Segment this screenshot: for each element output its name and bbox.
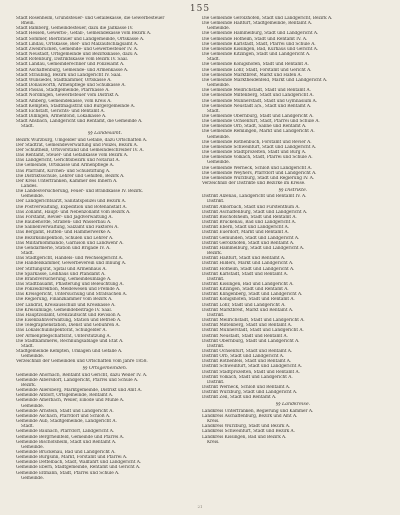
text-line: Gemeinde Aschach, Pfarrdorf und Schloß A. <box>16 413 111 419</box>
continuation-line: Rhein. <box>21 21 35 27</box>
text-line: Distrikt Rothenfels, Stadt und Rentamt A. <box>202 359 292 365</box>
text-line: Die Gemeinde Volkach, Stadt, Pfarrei und Schule A. <box>202 155 313 161</box>
text-line: Distrikt Ebern, Stadt und Landgericht A. <box>202 225 289 231</box>
text-line: Gemeinde Amerbach, Weiler, Einöde und Mühle A. <box>16 398 125 404</box>
continuation-line: Gemeinde. <box>207 160 230 166</box>
text-line: Der Stiftungsrat, Spital und Armenhaus A. <box>16 266 107 272</box>
text-line: Stadt Nördlingen, Gewerbsteuer vom Distrikt A. <box>16 93 120 99</box>
text-line: Stadt Landau, Gemeinderechner und Polizeiamt A. <box>16 62 125 68</box>
text-line: Die Gemeinde Obernburg, Stadt und Landgericht A. <box>202 113 314 119</box>
text-line: Der Landgerichtsarzt, Sanitätspolizei und Bezirk A. <box>16 199 126 205</box>
text-line: Distrikt Miltenberg, Stadt und Rentamt A. <box>202 323 293 329</box>
text-line: Das Lokalschulinspektorat, Schulgelder A. <box>16 328 107 334</box>
text-line: Gemeinde Dettelbach, Stadt, Wallfahrt und Landgericht A. <box>16 460 142 466</box>
text-line: Das Hauptzollamt, Grenzaufsicht und Revision A. <box>16 312 122 318</box>
text-line: Gemeinde Baunach, Pfarrdorf, Landgericht A. <box>16 429 115 435</box>
text-line: Die Handelskammer, Gewerbeverein und Innung A. <box>16 261 127 267</box>
text-line: Landkreis Kissingen, Bad und Bezirk A. <box>202 434 287 440</box>
continuation-line: Gemeinde. <box>21 194 44 200</box>
text-line: Stadt Passau, Stadtgemeinde, Pfarrkasse A. <box>16 88 110 94</box>
text-line: Distrikt Aschaffenburg, Stadt und Landgericht A. <box>202 209 308 215</box>
text-line: Distrikt Klingenberg, Stadt und Landgericht A. <box>202 292 303 298</box>
text-line: Distrikt Obernburg, Stadt und Landgericht A. <box>202 338 300 344</box>
text-line: Das Landgericht, Gerichtsbezirk und Notariat A. <box>16 158 120 164</box>
continuation-line: Distrikt. <box>207 343 225 349</box>
text-line: Die Polizeidirektion, Meldewesen und Fremde A. <box>16 287 121 293</box>
text-line: Distrikt Karlstadt, Stadt und Rentamt A. <box>202 271 288 277</box>
text-line: Das Stadtgericht, Handels- und Wechselgericht A. <box>16 256 124 262</box>
text-line: Die Landesversicherung, Feuer- und Brandkasse IV. Bezirk. <box>16 189 143 195</box>
text-line: Die Salinenverwaltung, Salzamt und Faktorei A. <box>16 225 119 231</box>
section-heading: §§ Distrikte. <box>278 187 308 193</box>
text-line: Die Baubehörde, Straßen- und Wasserbau A. <box>16 220 112 226</box>
text-line: Distrikt Euerdorf, Markt und Rentamt A. <box>202 230 289 236</box>
text-line: Distrikt Bischofsheim, Stadt und Rentamt A. <box>202 214 297 220</box>
continuation-line: Gemeinde. <box>207 134 230 140</box>
continuation-line: Distrikt. <box>207 199 225 205</box>
text-line: Die Gemeinde Orb, Stadt, Saline und Rentamt A. <box>202 124 307 130</box>
text-line: Das Bergamt, Hütten- und Hammerwerke A. <box>16 230 112 236</box>
text-line: Die Gemeinde Schweinfurt, Stadt und Landgericht A. <box>202 144 317 150</box>
text-line: Stadt Donauwörth, Armenpflege und Schulkasse A. <box>16 83 126 89</box>
text-line: Die Telegraphenstation, Dienst und Gebühren A. <box>16 323 120 329</box>
text-line: Das Forstamt, Revier- und Jagdverwaltung A. <box>16 214 113 220</box>
text-line: Stadt Ansbach, Landgericht und Rentamt, die Gemeinde A. <box>16 119 143 125</box>
text-line: Bezirk Würzburg, Umgelder und Gefälle, dazu Ortschaften A. <box>16 137 148 143</box>
text-line: Distrikt Gemünden, Stadt und Landgericht A. <box>202 235 300 241</box>
text-line: Stadt Rosenheim, Grundsteuer- und Gefällekasse, die Gewerbesteuer <box>16 16 165 21</box>
continuation-line: Distrikt. <box>207 312 225 318</box>
text-line: Die Gemeinde Karlstadt, Stadt, Pfarrei und Schule A. <box>202 41 316 47</box>
text-line: Stadt Sommer, Bierbrauer und Landgemeinde, Ortskasse A. <box>16 36 145 42</box>
text-line: Gemeinde Eltmann, Stadt, Pfarrei und Schule A. <box>16 470 120 476</box>
text-line: Die Gemeinde Münnerstadt, Stadt und Gymnasium A. <box>202 98 317 104</box>
continuation-line: Distrikt. <box>207 276 225 282</box>
left-column <box>16 16 194 508</box>
text-line: Distrikt Kitzingen, Stadt und Rentamt A. <box>202 287 289 293</box>
text-line: Das Stadtbauamt, Pflasterung und Beleuchtung A. <box>16 281 124 287</box>
text-line: Die Gemeinde Weyhers, Pfarrdorf und Landgericht A. <box>202 170 317 176</box>
section-heading: §§ Landkreise. <box>275 402 311 408</box>
text-line: Die Distriktsschule, Lehrer und Gehilfen, Bezirk A. <box>16 173 125 179</box>
text-line: Distrikt Alzenau, Landgericht und Rentamt IV. A. <box>202 194 307 200</box>
text-line: Gemeinde Arnstein, Stadt und Landgericht A. <box>16 408 114 414</box>
text-line: Distrikt Brückenau, Bad und Landgericht A. <box>202 220 297 226</box>
text-line: Distrikt Ochsenfurt, Stadt und Rentamt A. <box>202 349 293 354</box>
text-line: Gemeinde Brückenau, Bad und Landgericht A. <box>16 449 116 455</box>
text-line: Gemeinde Allersberg, Marktgemeinde, Distrikt und Amt A. <box>16 388 142 394</box>
section-heading: §§ Ortsgemeinden. <box>82 365 128 371</box>
text-line: Die Gemeinde Kissingen, Bad, Kurhaus und Gericht A. <box>202 46 319 52</box>
continuation-line: Kreis. <box>207 439 220 445</box>
text-line: Distrikt Werneck, Schloß und Rentamt A. <box>202 385 291 391</box>
text-line: Die Gendarmerie, Station und Brigade IV. A. <box>16 245 111 251</box>
text-line: Gemeinde Ahornach, Rentamt und Gericht, dazu Weiler IV. A. <box>16 372 148 378</box>
text-line: Distrikt Marktbreit, Markt und Rentamt A. <box>202 307 294 313</box>
text-line: Der Landrat, Kreisausschuß und Kreiskasse A. <box>16 302 116 308</box>
text-line: Die Stadtkämmerei, Rechnungsablage und Etat A. <box>16 338 124 344</box>
text-line: Distrikt Würzburg, Stadt und Landgericht A. <box>202 390 298 396</box>
text-line: Die Gemeinde Ochsenfurt, Stadt, Pfarrei und Schule A. <box>202 119 320 125</box>
text-line: Gemeinde Altdorf, Ortsgemeinde, Rentamt A. <box>16 393 114 399</box>
text-line: Die Bezirksinspektion, Schulen und Lehrer A. <box>16 235 114 241</box>
text-line: Die Gemeinde Lohr, Stadt, Forstamt und Gericht A. <box>202 67 312 73</box>
text-line: Distrikt Münnerstadt, Stadt und Landgericht A. <box>202 328 304 334</box>
text-line: Landkreis Unterfranken, Regierung und Kammer A. <box>202 408 314 414</box>
continuation-line: Bezirk. <box>21 382 37 388</box>
continuation-line: Gemeinde. <box>21 475 44 481</box>
text-line: Verzeichniß der Distrikte und Bezirke im Kreise. <box>202 181 306 186</box>
text-line: Die Gemeinde Remlingen, Markt und Landgericht A. <box>202 129 315 135</box>
text-line: Die Gemeinde Miltenberg, Stadt und Landgericht A. <box>202 93 314 99</box>
text-line: Der Armenpflegschaftsrat, Unterstützung A. <box>16 333 111 339</box>
text-line: Distrikt Königshofen, Stadt und Rentamt A. <box>202 297 295 303</box>
continuation-line: Stadt. <box>207 57 220 63</box>
text-line: Stadt Rotenburg, Distriktskasse vom Bezirk IV. Saal. <box>16 57 128 63</box>
text-line: Die Regierung, Finanzkammer vom Bezirk A. <box>16 297 113 303</box>
text-line: Distrikt Lohr, Stadt und Landgericht A. <box>202 302 286 308</box>
text-line: Stadt Amberg, Gemeindekasse, vom Kreis A. <box>16 98 112 104</box>
text-line: Distrikt Hilders, Markt und Landgericht A. <box>202 261 294 267</box>
text-line: Die Gemeinde Rothenbuch, Forstamt und Revier A. <box>202 139 312 145</box>
text-line: Distrikt Schweinfurt, Stadt und Landgericht A. <box>202 364 303 370</box>
right-column <box>202 16 384 508</box>
continuation-line: Kreis. <box>207 419 220 425</box>
text-line: Der Stadtrat, Gemeindeverwaltung und Polizei, Bezirk A. <box>16 142 138 148</box>
continuation-line: Bezirk. <box>207 251 223 257</box>
text-line: Distrikt Hammelburg, Stadt und Landgericht A. <box>202 245 305 251</box>
text-line: Die Gemeinde Mellrichstadt, Stadt und Rentamt A. <box>202 88 311 94</box>
text-line: Landkreis Aschaffenburg, Bezirk und Amt A. <box>202 413 298 419</box>
text-line: Stadt Lindau, Ortskasse, Bier- und Malzaufschlagsamt A. <box>16 41 139 47</box>
continuation-line: Stadt. <box>207 108 220 114</box>
text-line: Die Gemeinde Königshofen, Stadt und Rentamt A. <box>202 62 309 68</box>
text-line: Landkreis Schweinfurt, Stadt und Bezirk A. <box>202 429 295 435</box>
text-line: Distrikt Hofheim, Stadt und Landgericht A. <box>202 266 295 272</box>
continuation-line: Gemeinde. <box>21 444 44 450</box>
text-line: Stadt Neustadt, Ortsgemeinde und Bezirkskasse, dazu A. <box>16 52 139 58</box>
text-line: Die Gemeinde Hofheim, Stadt und Rentamt IV. A. <box>202 36 308 42</box>
text-line: Das Zollamt, Haupt- und Nebenzollamt vom Bezirk A. <box>16 209 131 215</box>
text-line: Das Rentamt, Steuer- und Gefällkasse vom Bezirk A. <box>16 153 129 159</box>
text-line: Das Pfarramt, Kirchen- und Schulstiftung A. <box>16 168 111 174</box>
text-line: Distrikt Haßfurt, Stadt und Rentamt A. <box>202 256 286 262</box>
text-line: Stadt Aschaffenburg, Gemeinde- und Armenkasse A. <box>16 67 129 73</box>
text-line: Gemeinde Bergrheinfeld, Gemeinde und Pfarrei A. <box>16 434 124 440</box>
continuation-line: Landes. <box>21 184 38 189</box>
text-line: Stadt Straubing, Bezirk und Landgericht IV. Saal. <box>16 72 122 78</box>
text-line: Distrikt Kissingen, Bad und Landgericht A. <box>202 281 294 287</box>
text-line: Die Kreisumlage, Gemeindebeiträge IV. Saal. <box>16 307 113 313</box>
text-line: Die Gemeinde Würzburg, Stadt und Regierung IV. A. <box>202 175 315 181</box>
text-line: Distrikt Volkach, Stadt und Landgericht A. <box>202 374 293 380</box>
text-line: Gemeinde Bischofsheim, Stadt und Rentamt A. <box>16 439 117 445</box>
text-line: Gemeinde Burgsinn, Markt, Forstamt und Pfarrei A. <box>16 455 128 461</box>
text-line: Die Gemeinde Kitzingen, Stadt und Landgericht A. <box>202 52 311 58</box>
text-line: Die Gemeinde Haßfurt, Stadtgemeinde, Rentamt A. <box>202 21 313 27</box>
text-line: Die Gemeinde Marktbreit, Markt und Hafen A. <box>202 72 302 78</box>
text-line: Distrikt Neustadt, Stadt und Rentamt A. <box>202 333 288 339</box>
text-line: Gemeinde Aub, Stadtgemeinde, Landgericht A. <box>16 419 117 425</box>
text-line: Stadt Kempten, Stadtmagistrat und Bürgergemeinde A. <box>16 103 136 109</box>
text-line: Die Gemeinde Stadtprozelten, Stadt und Burg A. <box>202 150 307 156</box>
text-line: Stadt Wunsiedel, Stadtkammer, Ortskasse A. <box>16 77 112 83</box>
text-line: Die Gemeinde Werneck, Schloß und Landgericht A. <box>202 165 312 171</box>
text-line: Der Schultheiß, Ortsvorstand und Gemeindeschreiber IV. A. <box>16 147 144 153</box>
text-line: Der Kreis Unterfranken, Kammer des Innern A. <box>16 178 118 184</box>
continuation-line: Gemeinde. <box>21 354 44 360</box>
continuation-line: Gemeinde. <box>207 26 230 32</box>
text-line: Gemeinde Albersdorf, Landgericht, Pfarrei und Schule A. <box>16 377 139 383</box>
continuation-line: Gemeinde. <box>21 403 44 409</box>
text-line: Die Postverwaltung, Expedition und Botenanstalt A. <box>16 204 127 210</box>
text-line: Die Sparkasse, Leihhaus und Pfandamt A. <box>16 271 106 277</box>
page-number: 155 <box>189 4 211 14</box>
text-line: Stadt Zweibrücken, Gemeinde- und Gewerbesteuer IV. A. <box>16 46 139 52</box>
text-line: Die Gemeinde Neustadt a/S., Stadt und Rentamt A. <box>202 103 312 109</box>
text-line: Stadt Eichstätt, Gerichts- und Rentamt A. <box>16 108 105 114</box>
text-line: Die Gemeinde, Ortskasse und Armenpflege A. <box>16 163 114 169</box>
text-line: Die Gemeinde Marktheidenfeld, Markt und Landgericht A. <box>202 77 328 83</box>
text-line: Die Gemeinde Gerolzhofen, Stadt und Landgericht, Bezirk A. <box>202 16 333 21</box>
text-line: Stadt Bamberg, Gemeindesteuer, dazu die Jaifkasse IV. <box>16 26 134 32</box>
continuation-line: Stadt. <box>21 251 34 257</box>
text-line: Das Militärkommando, Garnison und Landwehr A. <box>16 240 124 246</box>
text-line: Distrikt Mellrichstadt, Stadt und Landgericht A. <box>202 318 305 324</box>
continuation-line: Stadt. <box>21 124 34 130</box>
text-line: Die Brandversicherung, Gemeindeumlage A. <box>16 276 112 282</box>
text-line: Distrikt Zeil, Stadt und Rentamt A. <box>202 395 277 401</box>
text-line: Distrikt Stadtprozelten, Stadt und Rentamt A. <box>202 369 300 375</box>
text-line: Distrikt Gerolzhofen, Stadt und Rentamt A. <box>202 240 295 246</box>
footer-mark: 21 <box>197 504 203 509</box>
text-line: Distrikt Orb, Stadt und Landgericht A. <box>202 354 285 360</box>
continuation-line: Gemeinde. <box>207 83 230 89</box>
continuation-line: Distrikt. <box>207 379 225 385</box>
text-line: Stadt Hessen, Gewerbs-, Gefäll-, Gemeindekasse vom Bezirk A. <box>16 31 152 37</box>
text-line: Verzeichniß der Gemeinden und Ortschaften vom Jahre 1858. <box>16 359 148 365</box>
text-line: Stadtgemeinde Kempten, Umlagen und Gefälle A. <box>16 349 123 354</box>
text-line: Das Kreisgericht, Untersuchung und Strafsachen A. <box>16 292 127 298</box>
text-line: Distrikt Amorbach, Stadt und Fürstenthum A. <box>202 204 300 210</box>
text-line: Die Eisenbahnverwaltung, Station und Betrieb A. <box>16 318 122 324</box>
text-line: Die Gemeinde Hammelburg, Stadt und Landgericht A. <box>202 31 319 37</box>
text-line: Landkreis Würzburg, Stadt und Bezirk A. <box>202 424 291 430</box>
continuation-line: Stadt. <box>21 424 34 430</box>
continuation-line: Stadt. <box>21 343 34 349</box>
text-line: Gemeinde Ebern, Stadtgemeinde, Rentamt und Gericht A. <box>16 465 141 471</box>
section-heading: §§ Landesamt. <box>87 130 123 136</box>
text-line: Stadt Dillingen, Armenfond, Lokalkasse A. <box>16 113 107 119</box>
